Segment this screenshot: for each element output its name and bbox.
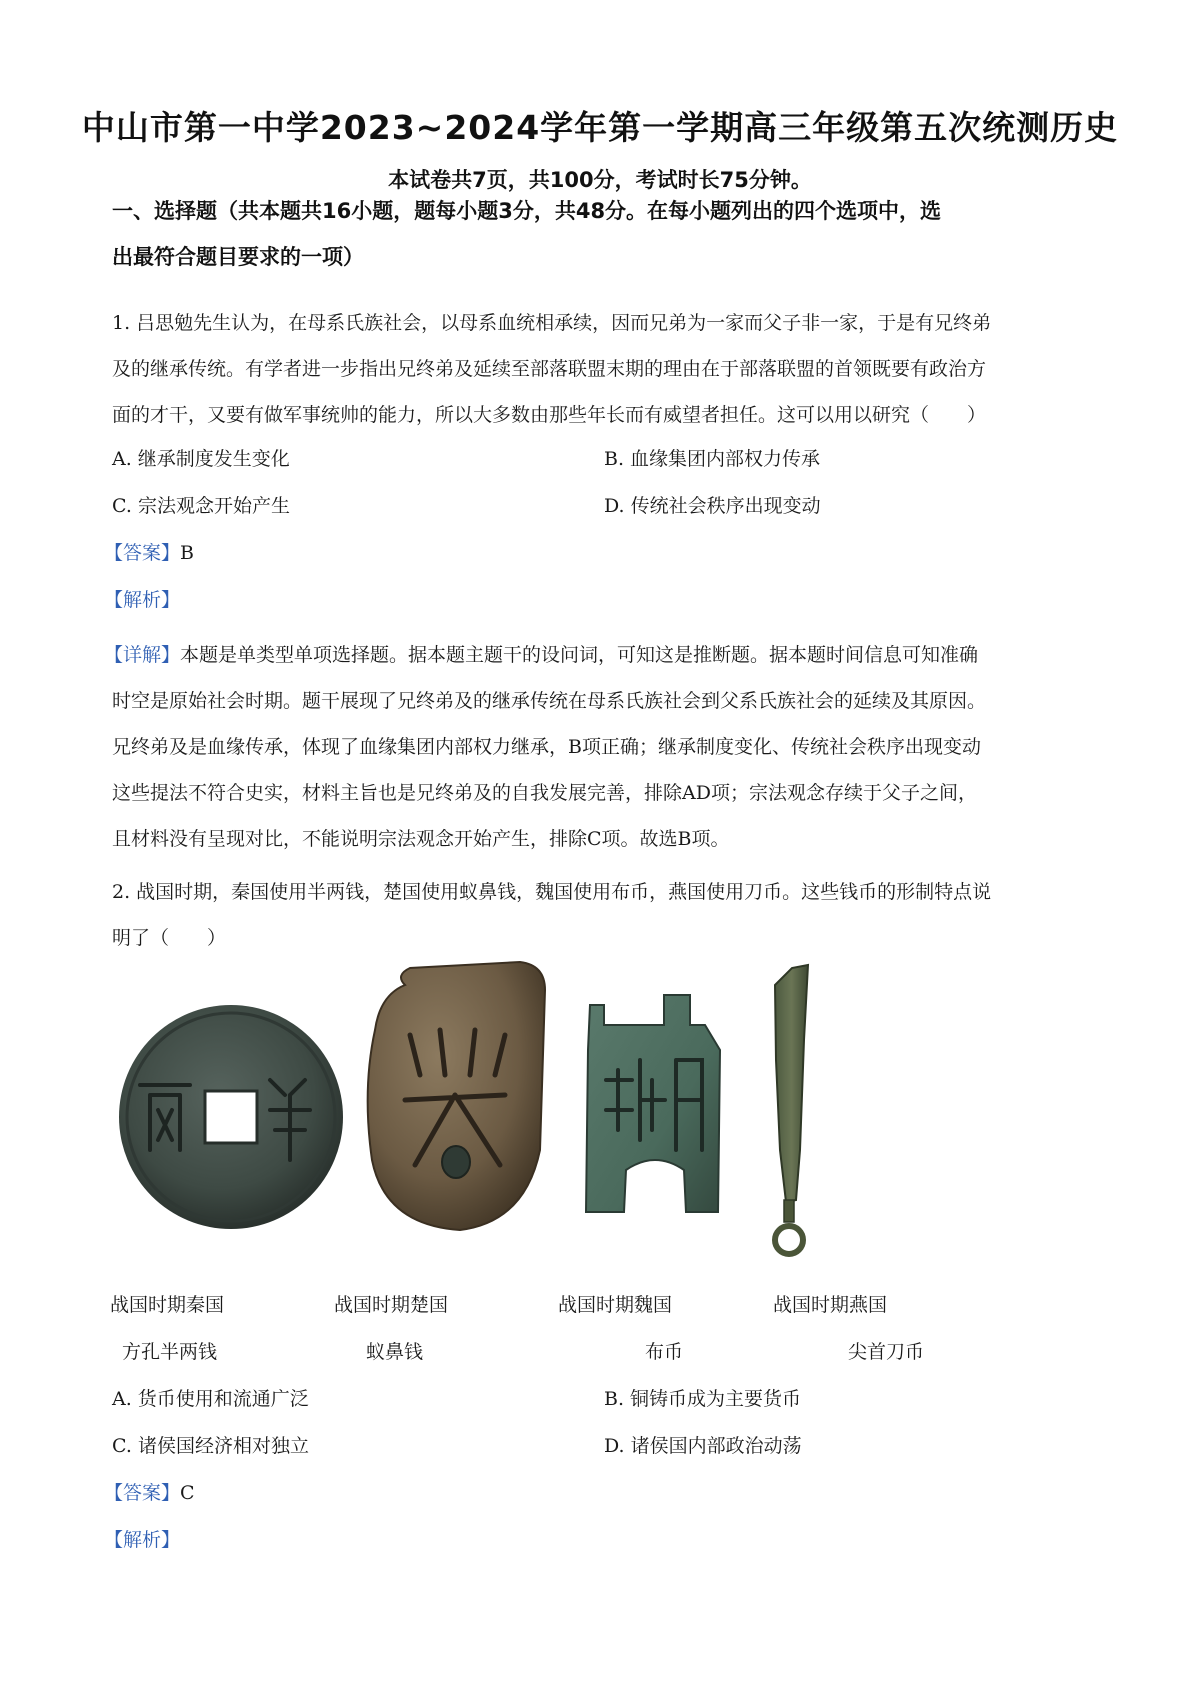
q1-detail-line: 兄终弟及是血缘传承，体现了血缘集团内部权力继承，B项正确；继承制度变化、传统社会秩序出现变动 <box>112 736 981 758</box>
caption-yan-line-1: 战国时期燕国 <box>773 1294 888 1316</box>
analysis-tag: 【解析】 <box>104 1529 181 1551</box>
answer-value: C <box>180 1482 195 1504</box>
section-heading-line-1: 一、选择题（共本题共16小题，题每小题3分，共48分。在每小题列出的四个选项中，选 <box>112 199 942 223</box>
q1-detail-line: 这些提法不符合史实，材料主旨也是兄终弟及的自我发展完善，排除AD项；宗法观念存续于父子之间， <box>112 782 977 804</box>
analysis-tag: 【解析】 <box>104 589 181 611</box>
q2-option-d: D. 诸侯国内部政治动荡 <box>604 1435 802 1457</box>
q1-stem-line: 及的继承传统。有学者进一步指出兄终弟及延续至部落联盟末期的理由在于部落联盟的首领既要有政治方 <box>112 358 987 380</box>
q1-option-b: B. 血缘集团内部权力传承 <box>604 448 821 470</box>
bubi-coin-image <box>586 995 720 1212</box>
answer-tag: 【答案】 <box>104 1482 181 1504</box>
caption-qin-line-2: 方孔半两钱 <box>122 1341 218 1363</box>
section-heading-line-2: 出最符合题目要求的一项） <box>112 245 364 269</box>
yibi-coin-image <box>368 962 545 1230</box>
q1-option-a: A. 继承制度发生变化 <box>112 448 290 470</box>
caption-chu-line-2: 蚁鼻钱 <box>366 1341 424 1363</box>
q1-stem-line: 面的才干，又要有做军事统帅的能力，所以大多数由那些年长而有威望者担任。这可以用以研究（ ） <box>112 404 987 426</box>
q2-stem-line: 2. 战国时期，秦国使用半两钱，楚国使用蚁鼻钱，魏国使用布币，燕国使用刀币。这些钱币的形制特点说 <box>112 881 992 903</box>
detail-tag: 【详解】 <box>104 644 181 666</box>
q1-detail-line: 且材料没有呈现对比，不能说明宗法观念开始产生，排除C项。故选B项。 <box>112 828 730 850</box>
q2-option-c: C. 诸侯国经济相对独立 <box>112 1435 309 1457</box>
q2-analysis-tag <box>104 1525 180 1552</box>
q2-option-b: B. 铜铸币成为主要货币 <box>604 1388 802 1410</box>
detail-text: 本题是单类型单项选择题。据本题主题干的设问词，可知这是推断题。据本题时间信息可知准确 <box>180 644 979 666</box>
q2-option-a: A. 货币使用和流通广泛 <box>112 1388 309 1410</box>
exam-info: 本试卷共7页，共100分，考试时长75分钟。 <box>388 168 812 192</box>
q1-stem-line: 1. 吕思勉先生认为，在母系氏族社会，以母系血统相承续，因而兄弟为一家而父子非一家，于是有兄终弟 <box>112 312 992 334</box>
q2-answer <box>104 1478 195 1505</box>
banliang-coin-image <box>119 1005 343 1229</box>
caption-wei-line-1: 战国时期魏国 <box>558 1294 673 1316</box>
answer-tag: 【答案】 <box>104 542 181 564</box>
daobi-coin-image <box>775 965 808 1254</box>
q1-option-c: C. 宗法观念开始产生 <box>112 495 290 517</box>
caption-wei-line-2: 布币 <box>645 1341 684 1363</box>
q1-option-d: D. 传统社会秩序出现变动 <box>604 495 821 517</box>
q1-detail-line: 时空是原始社会时期。题干展现了兄终弟及的继承传统在母系氏族社会到父系氏族社会的延续及其原因。 <box>112 690 987 712</box>
caption-yan-line-2: 尖首刀币 <box>848 1341 925 1363</box>
caption-chu-line-1: 战国时期楚国 <box>334 1294 449 1316</box>
page-title: 中山市第一中学2023~2024学年第一学期高三年级第五次统测历史 <box>81 108 1119 147</box>
caption-qin-line-1: 战国时期秦国 <box>110 1294 225 1316</box>
q2-stem-line: 明了（ ） <box>112 927 227 949</box>
answer-value: B <box>180 542 194 564</box>
